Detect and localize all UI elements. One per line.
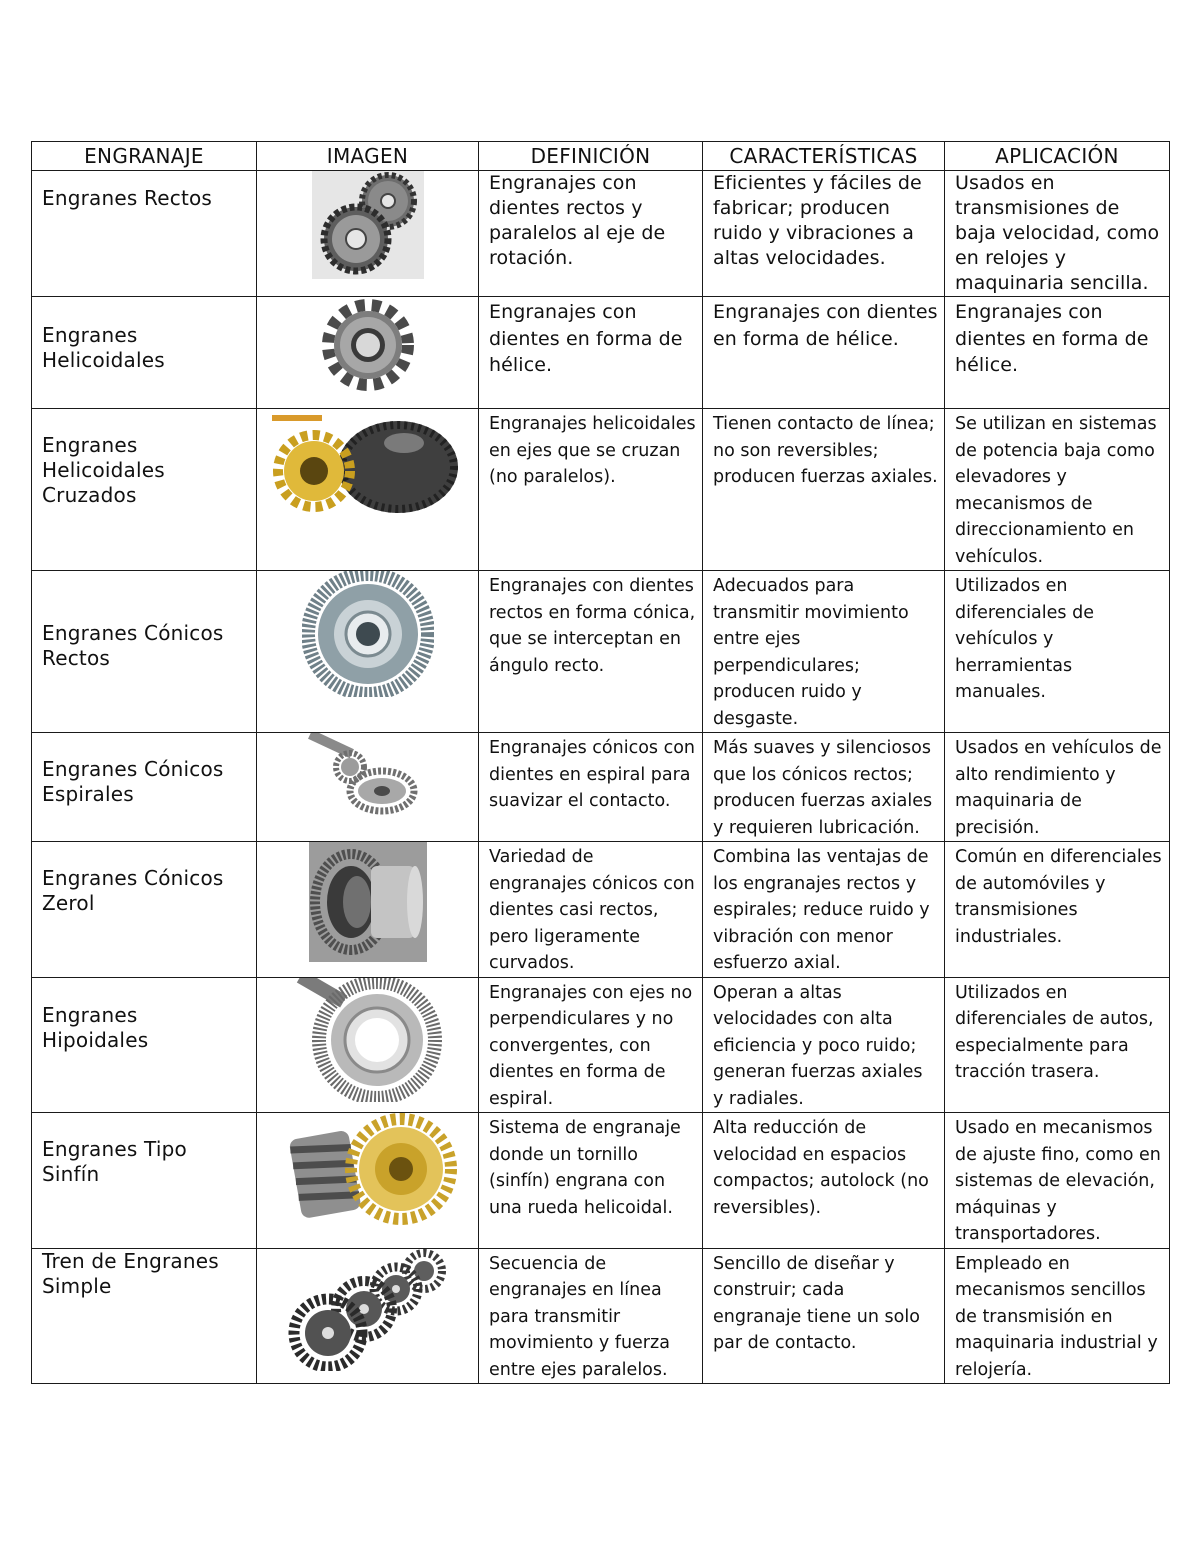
gear-name: Engranes Rectos [42, 185, 213, 210]
worm-gear-icon [273, 1113, 463, 1231]
gear-name-cell [32, 409, 257, 571]
characteristics-text: Engranajes con dientes en forma de hélice. [713, 301, 938, 350]
gear-name: Engranes Cónicos Espirales [42, 757, 224, 806]
table-row [32, 571, 1170, 733]
zerol-bevel-gear-icon [309, 842, 427, 962]
application-text: Engranajes con dientes en forma de hélice. [955, 301, 1149, 376]
header-definicion: DEFINICIÓN [479, 142, 703, 171]
table-row [32, 171, 1170, 297]
gear-name-cell [32, 1113, 257, 1249]
application-text: Usados en transmisiones de baja velocidad, como en relojes y maquinaria sencilla. [955, 172, 1160, 294]
gear-name-cell [32, 171, 257, 297]
definition-text: Secuencia de engranajes en línea para transmitir movimiento y fuerza entre ejes paralelos. [489, 1253, 670, 1380]
helical-gear-icon [318, 297, 418, 393]
application-cell [945, 842, 1170, 978]
gear-name: Tren de Engranes Simple [42, 1248, 219, 1298]
definition-text: Engranajes con dientes en forma de hélice. [489, 301, 683, 376]
application-cell [945, 733, 1170, 842]
gear-name: Engranes Cónicos Zerol [42, 866, 224, 915]
characteristics-text: Tienen contacto de línea; no son reversibles; producen fuerzas axiales. [713, 414, 938, 487]
spiral-bevel-gears-icon [306, 733, 430, 819]
application-text: Se utilizan en sistemas de potencia baja como elevadores y mecanismos de direccionamiento en vehículos. [955, 414, 1157, 567]
gear-image-cell [257, 171, 479, 297]
table-row [32, 1248, 1170, 1384]
characteristics-text: Operan a altas velocidades con alta eficiencia y poco ruido; generan fuerzas axiales y radiales. [713, 982, 923, 1109]
definition-cell [479, 1113, 703, 1249]
application-cell [945, 409, 1170, 571]
definition-text: Engranajes con dientes rectos y paralelos al eje de rotación. [489, 172, 666, 269]
gear-name-cell [32, 842, 257, 978]
gear-image-cell [257, 571, 479, 733]
application-cell [945, 977, 1170, 1113]
characteristics-cell [703, 571, 945, 733]
straight-bevel-gear-icon [302, 571, 434, 697]
header-imagen: IMAGEN [257, 142, 479, 171]
characteristics-cell [703, 171, 945, 297]
header-engranaje: ENGRANAJE [32, 142, 257, 171]
gear-image-cell [257, 977, 479, 1113]
header-row [32, 142, 1170, 171]
characteristics-cell [703, 733, 945, 842]
gear-name-cell [32, 733, 257, 842]
characteristics-cell [703, 1248, 945, 1384]
gear-image-cell [257, 733, 479, 842]
definition-text: Sistema de engranaje donde un tornillo (sinfín) engrana con una rueda helicoidal. [489, 1118, 681, 1218]
definition-cell [479, 409, 703, 571]
definition-cell [479, 171, 703, 297]
header-caracteristicas: CARACTERÍSTICAS [703, 142, 945, 171]
definition-cell [479, 733, 703, 842]
definition-cell [479, 977, 703, 1113]
application-text: Usado en mecanismos de ajuste fino, como en sistemas de elevación, máquinas y transportadores. [955, 1118, 1161, 1244]
application-cell [945, 571, 1170, 733]
gear-name: Engranes Helicoidales [42, 323, 165, 372]
application-cell [945, 297, 1170, 409]
table-row [32, 1113, 1170, 1249]
characteristics-text: Eficientes y fáciles de fabricar; producen ruido y vibraciones a altas velocidades. [713, 172, 922, 269]
application-text: Usados en vehículos de alto rendimiento y maquinaria de precisión. [955, 738, 1162, 838]
gear-name-cell [32, 571, 257, 733]
application-text: Común en diferenciales de automóviles y transmisiones industriales. [955, 847, 1162, 947]
definition-cell [479, 297, 703, 409]
gear-name: Engranes Tipo Sinfín [42, 1137, 187, 1186]
characteristics-cell [703, 842, 945, 978]
table-row [32, 977, 1170, 1113]
spur-gears-icon [312, 171, 424, 279]
characteristics-cell [703, 977, 945, 1113]
characteristics-text: Más suaves y silenciosos que los cónicos rectos; producen fuerzas axiales y requieren lubricación. [713, 738, 933, 838]
characteristics-text: Combina las ventajas de los engranajes rectos y espirales; reduce ruido y vibración con menor esfuerzo axial. [713, 847, 930, 973]
characteristics-cell [703, 297, 945, 409]
gear-name-cell [32, 297, 257, 409]
gear-image-cell [257, 1113, 479, 1249]
hypoid-gear-icon [293, 978, 443, 1102]
gear-image-cell [257, 842, 479, 978]
gear-name-cell [32, 977, 257, 1113]
characteristics-text: Adecuados para transmitir movimiento entre ejes perpendiculares; producen ruido y desgaste. [713, 576, 909, 729]
application-text: Utilizados en diferenciales de autos, especialmente para tracción trasera. [955, 982, 1154, 1082]
gear-image-cell [257, 297, 479, 409]
gear-name: Engranes Helicoidales Cruzados [42, 433, 165, 507]
definition-cell [479, 1248, 703, 1384]
crossed-helical-gears-icon [268, 409, 468, 521]
gear-name: Engranes Cónicos Rectos [42, 621, 224, 670]
simple-gear-train-icon [288, 1249, 448, 1371]
application-cell [945, 171, 1170, 297]
table-row [32, 409, 1170, 571]
table-row [32, 842, 1170, 978]
characteristics-text: Sencillo de diseñar y construir; cada engranaje tiene un solo par de contacto. [713, 1253, 920, 1353]
characteristics-cell [703, 1113, 945, 1249]
gear-types-table [31, 141, 1170, 1384]
application-cell [945, 1113, 1170, 1249]
definition-text: Variedad de engranajes cónicos con dientes casi rectos, pero ligeramente curvados. [489, 847, 695, 973]
definition-cell [479, 571, 703, 733]
definition-text: Engranajes helicoidales en ejes que se cruzan (no paralelos). [489, 414, 696, 487]
characteristics-cell [703, 409, 945, 571]
gear-image-cell [257, 1248, 479, 1384]
table-row [32, 733, 1170, 842]
table-row [32, 297, 1170, 409]
application-text: Empleado en mecanismos sencillos de transmisión en maquinaria industrial y relojería. [955, 1253, 1158, 1380]
definition-cell [479, 842, 703, 978]
gear-name-cell [32, 1248, 257, 1384]
gear-image-cell [257, 409, 479, 571]
definition-text: Engranajes con dientes rectos en forma cónica, que se interceptan en ángulo recto. [489, 576, 696, 676]
definition-text: Engranajes con ejes no perpendiculares y no convergentes, con dientes en forma de espiral. [489, 982, 693, 1109]
gear-name: Engranes Hipoidales [42, 1002, 149, 1052]
header-aplicacion: APLICACIÓN [945, 142, 1170, 171]
definition-text: Engranajes cónicos con dientes en espiral para suavizar el contacto. [489, 738, 696, 811]
characteristics-text: Alta reducción de velocidad en espacios compactos; autolock (no reversibles). [713, 1118, 929, 1218]
application-text: Utilizados en diferenciales de vehículos y herramientas manuales. [955, 576, 1094, 702]
application-cell [945, 1248, 1170, 1384]
